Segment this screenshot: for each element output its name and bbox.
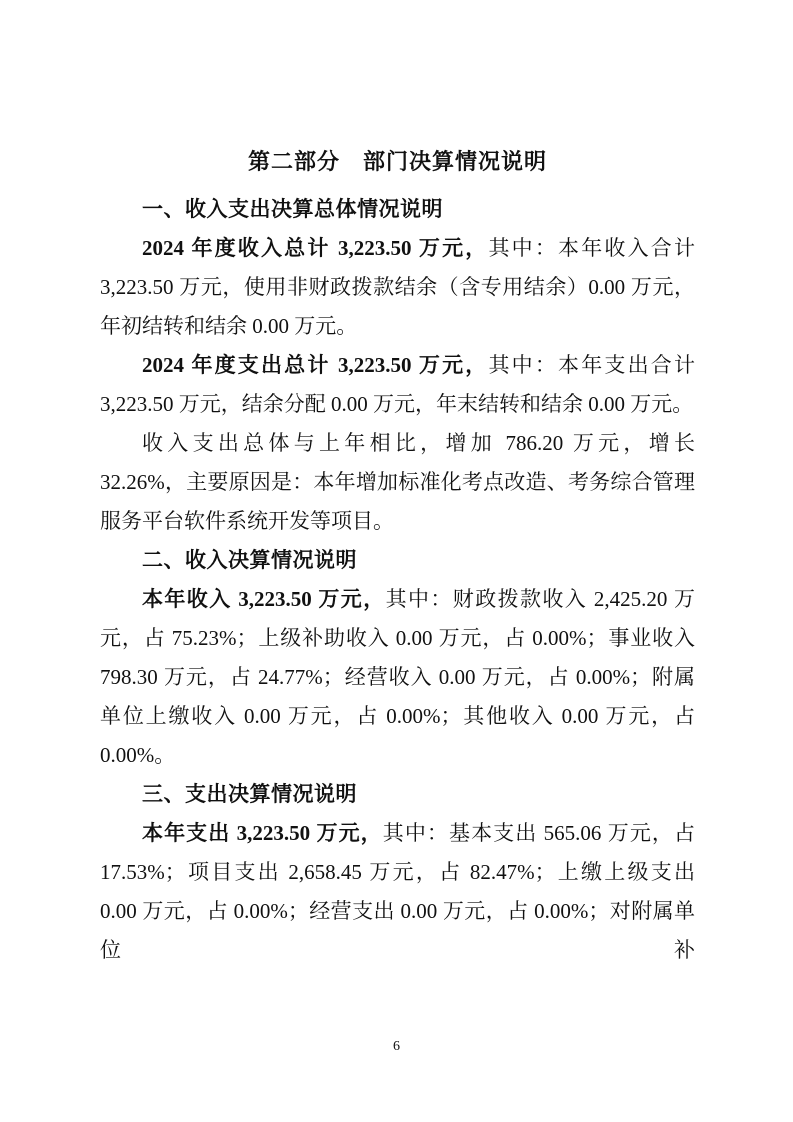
- paragraph-expense-total: [100, 346, 695, 424]
- paragraph-expense-detail: [100, 814, 695, 970]
- page-title: 第二部分 部门决算情况说明: [247, 149, 547, 174]
- paragraph-expense-total-body: 其中：本年支出合计 3,223.50 万元，结余分配 0.00 万元，年末结转和结余 0.00 万元。: [100, 353, 695, 416]
- paragraph-income-detail-lead: 本年收入 3,223.50 万元，: [142, 587, 386, 611]
- paragraph-expense-detail-lead: 本年支出 3,223.50 万元，: [142, 821, 383, 845]
- paragraph-expense-detail-body: 其中：基本支出 565.06 万元，占 17.53%；项目支出 2,658.45 万元，占 82.47%；上缴上级支出 0.00 万元，占 0.00%；经营支出 0.00 万元，占 0.00%；对附属单位补: [100, 821, 695, 962]
- paragraph-income-total-lead: 2024 年度收入总计 3,223.50 万元，: [142, 236, 489, 260]
- paragraph-income-detail-body: 其中：财政拨款收入 2,425.20 万元，占 75.23%；上级补助收入 0.00 万元，占 0.00%；事业收入 798.30 万元，占 24.77%；经营收入 0.00 万元，占 0.00%；附属单位上缴收入 0.00 万元，占 0.00%；其他收入 0.00 万元，占 0.00%。: [100, 587, 696, 767]
- section-heading-3: 三、支出决算情况说明: [142, 783, 357, 806]
- paragraph-year-comparison-body: 收入支出总体与上年相比，增加 786.20 万元，增长 32.26%，主要原因是：本年增加标准化考点改造、考务综合管理服务平台软件系统开发等项目。: [100, 431, 695, 533]
- paragraph-year-comparison: [100, 424, 695, 541]
- paragraph-expense-total-lead: 2024 年度支出总计 3,223.50 万元，: [142, 353, 489, 377]
- page-number: 6: [393, 1039, 400, 1054]
- paragraph-income-total-body: 其中：本年收入合计 3,223.50 万元，使用非财政拨款结余（含专用结余）0.00 万元，年初结转和结余 0.00 万元。: [100, 236, 695, 338]
- section-heading-2: 二、收入决算情况说明: [142, 549, 357, 572]
- document-content: [100, 142, 695, 970]
- section-heading-1: 一、收入支出决算总体情况说明: [142, 198, 443, 221]
- paragraph-income-detail: [100, 580, 695, 775]
- paragraph-income-total: [100, 229, 695, 346]
